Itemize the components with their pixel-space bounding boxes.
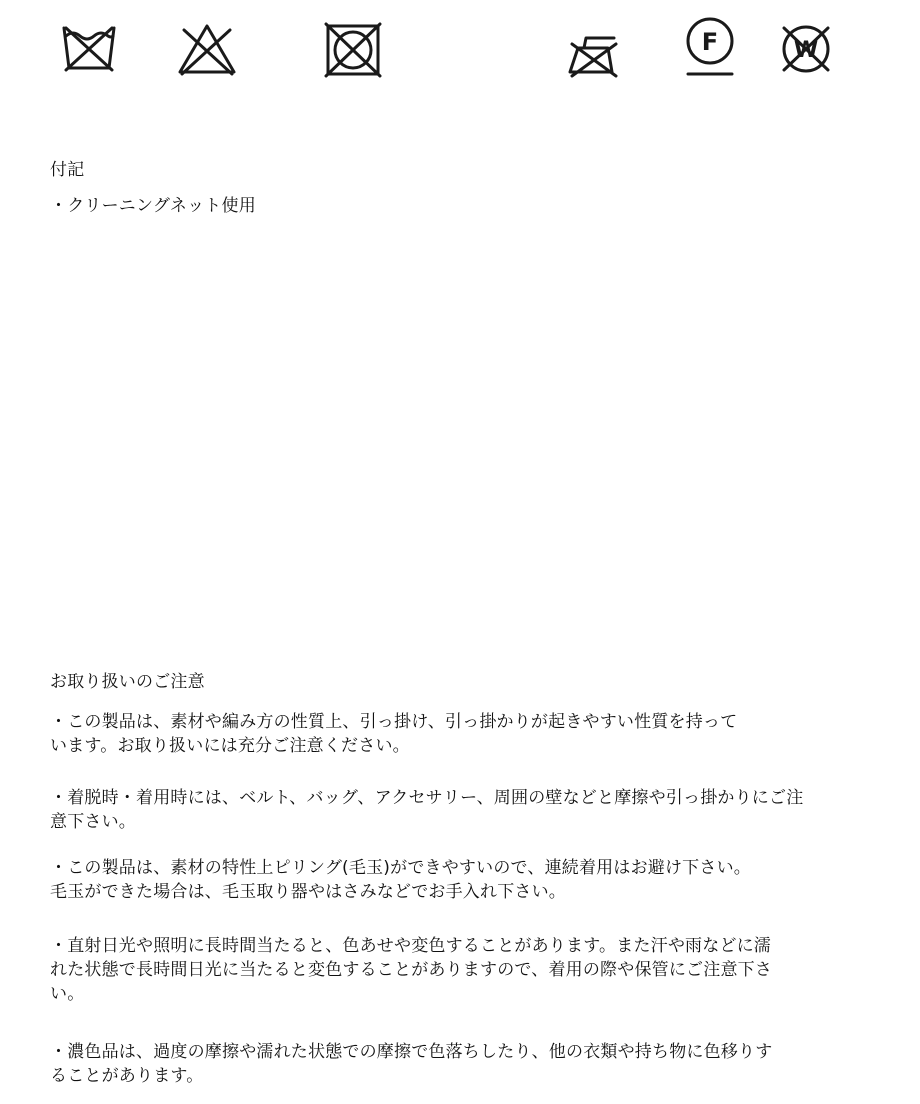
do-not-tumble-dry-icon (322, 22, 384, 78)
svg-text:W: W (793, 38, 819, 63)
care-symbols-row (0, 0, 920, 110)
notes-heading: 付記 (50, 160, 85, 180)
handling-paragraph: ・この製品は、素材の特性上ピリング(毛玉)ができやすいので、連続着用はお避け下さい。 毛玉ができた場合は、毛玉取り器やはさみなどでお手入れ下さい。 (50, 858, 751, 902)
handling-paragraph: ・直射日光や照明に長時間当たると、色あせや変色することがあります。また汗や雨などに濡 れた状態で長時間日光に当たると変色することがありますので、着用の際や保管にご注意下さ い。 (50, 936, 773, 1004)
handling-paragraph: ・この製品は、素材や編み方の性質上、引っ掛け、引っ掛かりが起きやすい性質を持って います。お取り扱いには充分ご注意ください。 (50, 712, 738, 756)
dry-clean-f-icon (684, 14, 736, 80)
notes-item: ・クリーニングネット使用 (50, 196, 256, 216)
handling-paragraph: ・着脱時・着用時には、ベルト、バッグ、アクセサリー、周囲の壁などと摩擦や引っ掛かりにご注 意下さい。 (50, 788, 804, 832)
handling-paragraph: ・濃色品は、過度の摩擦や濡れた状態での摩擦で色落ちしたり、他の衣類や持ち物に色移りす ることがあります。 (50, 1042, 773, 1086)
do-not-bleach-icon (176, 22, 238, 76)
handling-heading: お取り扱いのご注意 (50, 672, 205, 692)
svg-text:F: F (701, 28, 719, 56)
no-wet-clean-icon (778, 22, 834, 76)
do-not-wash-icon (60, 22, 118, 74)
do-not-iron-icon (566, 26, 622, 78)
